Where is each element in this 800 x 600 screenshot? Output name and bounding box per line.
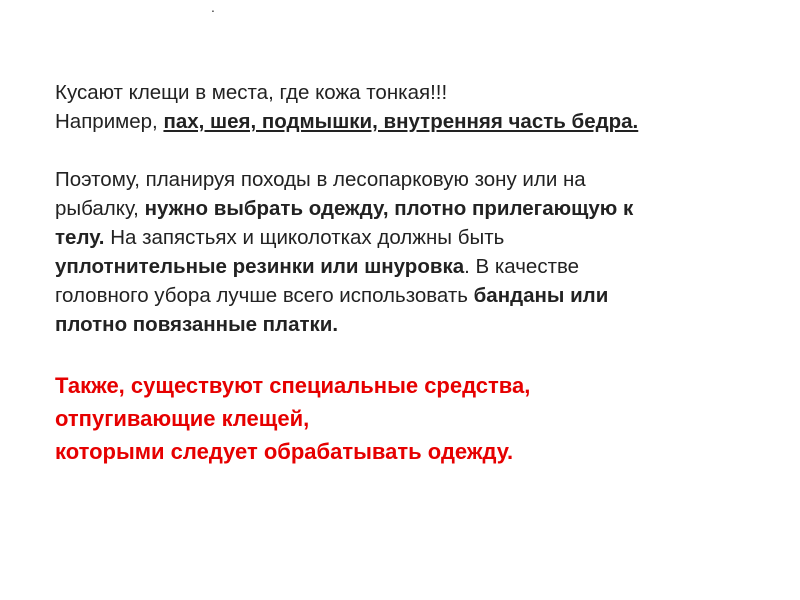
slide-body — [55, 78, 775, 468]
repellent-line-3: которыми следует обрабатывать одежду. — [55, 439, 514, 464]
example-prefix: Например, — [55, 110, 164, 133]
repellent-line-2: отпугивающие клещей, — [55, 406, 310, 431]
repellent-line-1: Также, существуют специальные средства, — [55, 373, 531, 398]
text-line — [55, 252, 775, 281]
paragraph-spacer — [55, 339, 775, 369]
bandana-advice: банданы или — [473, 284, 609, 307]
headwear-intro: . В качестве — [464, 255, 580, 278]
text-line — [55, 310, 775, 339]
statement-thin-skin: Кусают клещи в места, где кожа тонкая!!! — [55, 81, 448, 104]
text-line — [55, 223, 775, 252]
stray-dot: . — [211, 0, 215, 15]
clothing-intro: Поэтому, планируя походы в лесопарковую зону или на — [55, 168, 586, 191]
scarf-advice: плотно повязанные платки. — [55, 313, 339, 336]
wrists-ankles-text: На запястьях и щиколотках должны быть — [104, 226, 505, 249]
tight-clothing-advice-end: телу. — [55, 226, 105, 249]
elastic-bands-advice: уплотнительные резинки или шнуровка — [55, 255, 465, 278]
paragraph-clothing-advice — [55, 165, 775, 339]
clothing-prefix: рыбалку, — [55, 197, 145, 220]
tight-clothing-advice: нужно выбрать одежду, плотно прилегающую к — [144, 197, 634, 220]
paragraph-where-ticks-bite — [55, 78, 775, 136]
text-line — [55, 165, 775, 194]
body-areas-list: пах, шея, подмышки, внутренняя часть бедра. — [163, 110, 639, 133]
headwear-text: головного убора лучше всего использовать — [55, 284, 474, 307]
text-line — [55, 194, 775, 223]
repellent-notice — [55, 369, 775, 468]
paragraph-spacer — [55, 136, 775, 165]
text-line — [55, 281, 775, 310]
text-line — [55, 107, 775, 136]
text-line — [55, 78, 775, 107]
